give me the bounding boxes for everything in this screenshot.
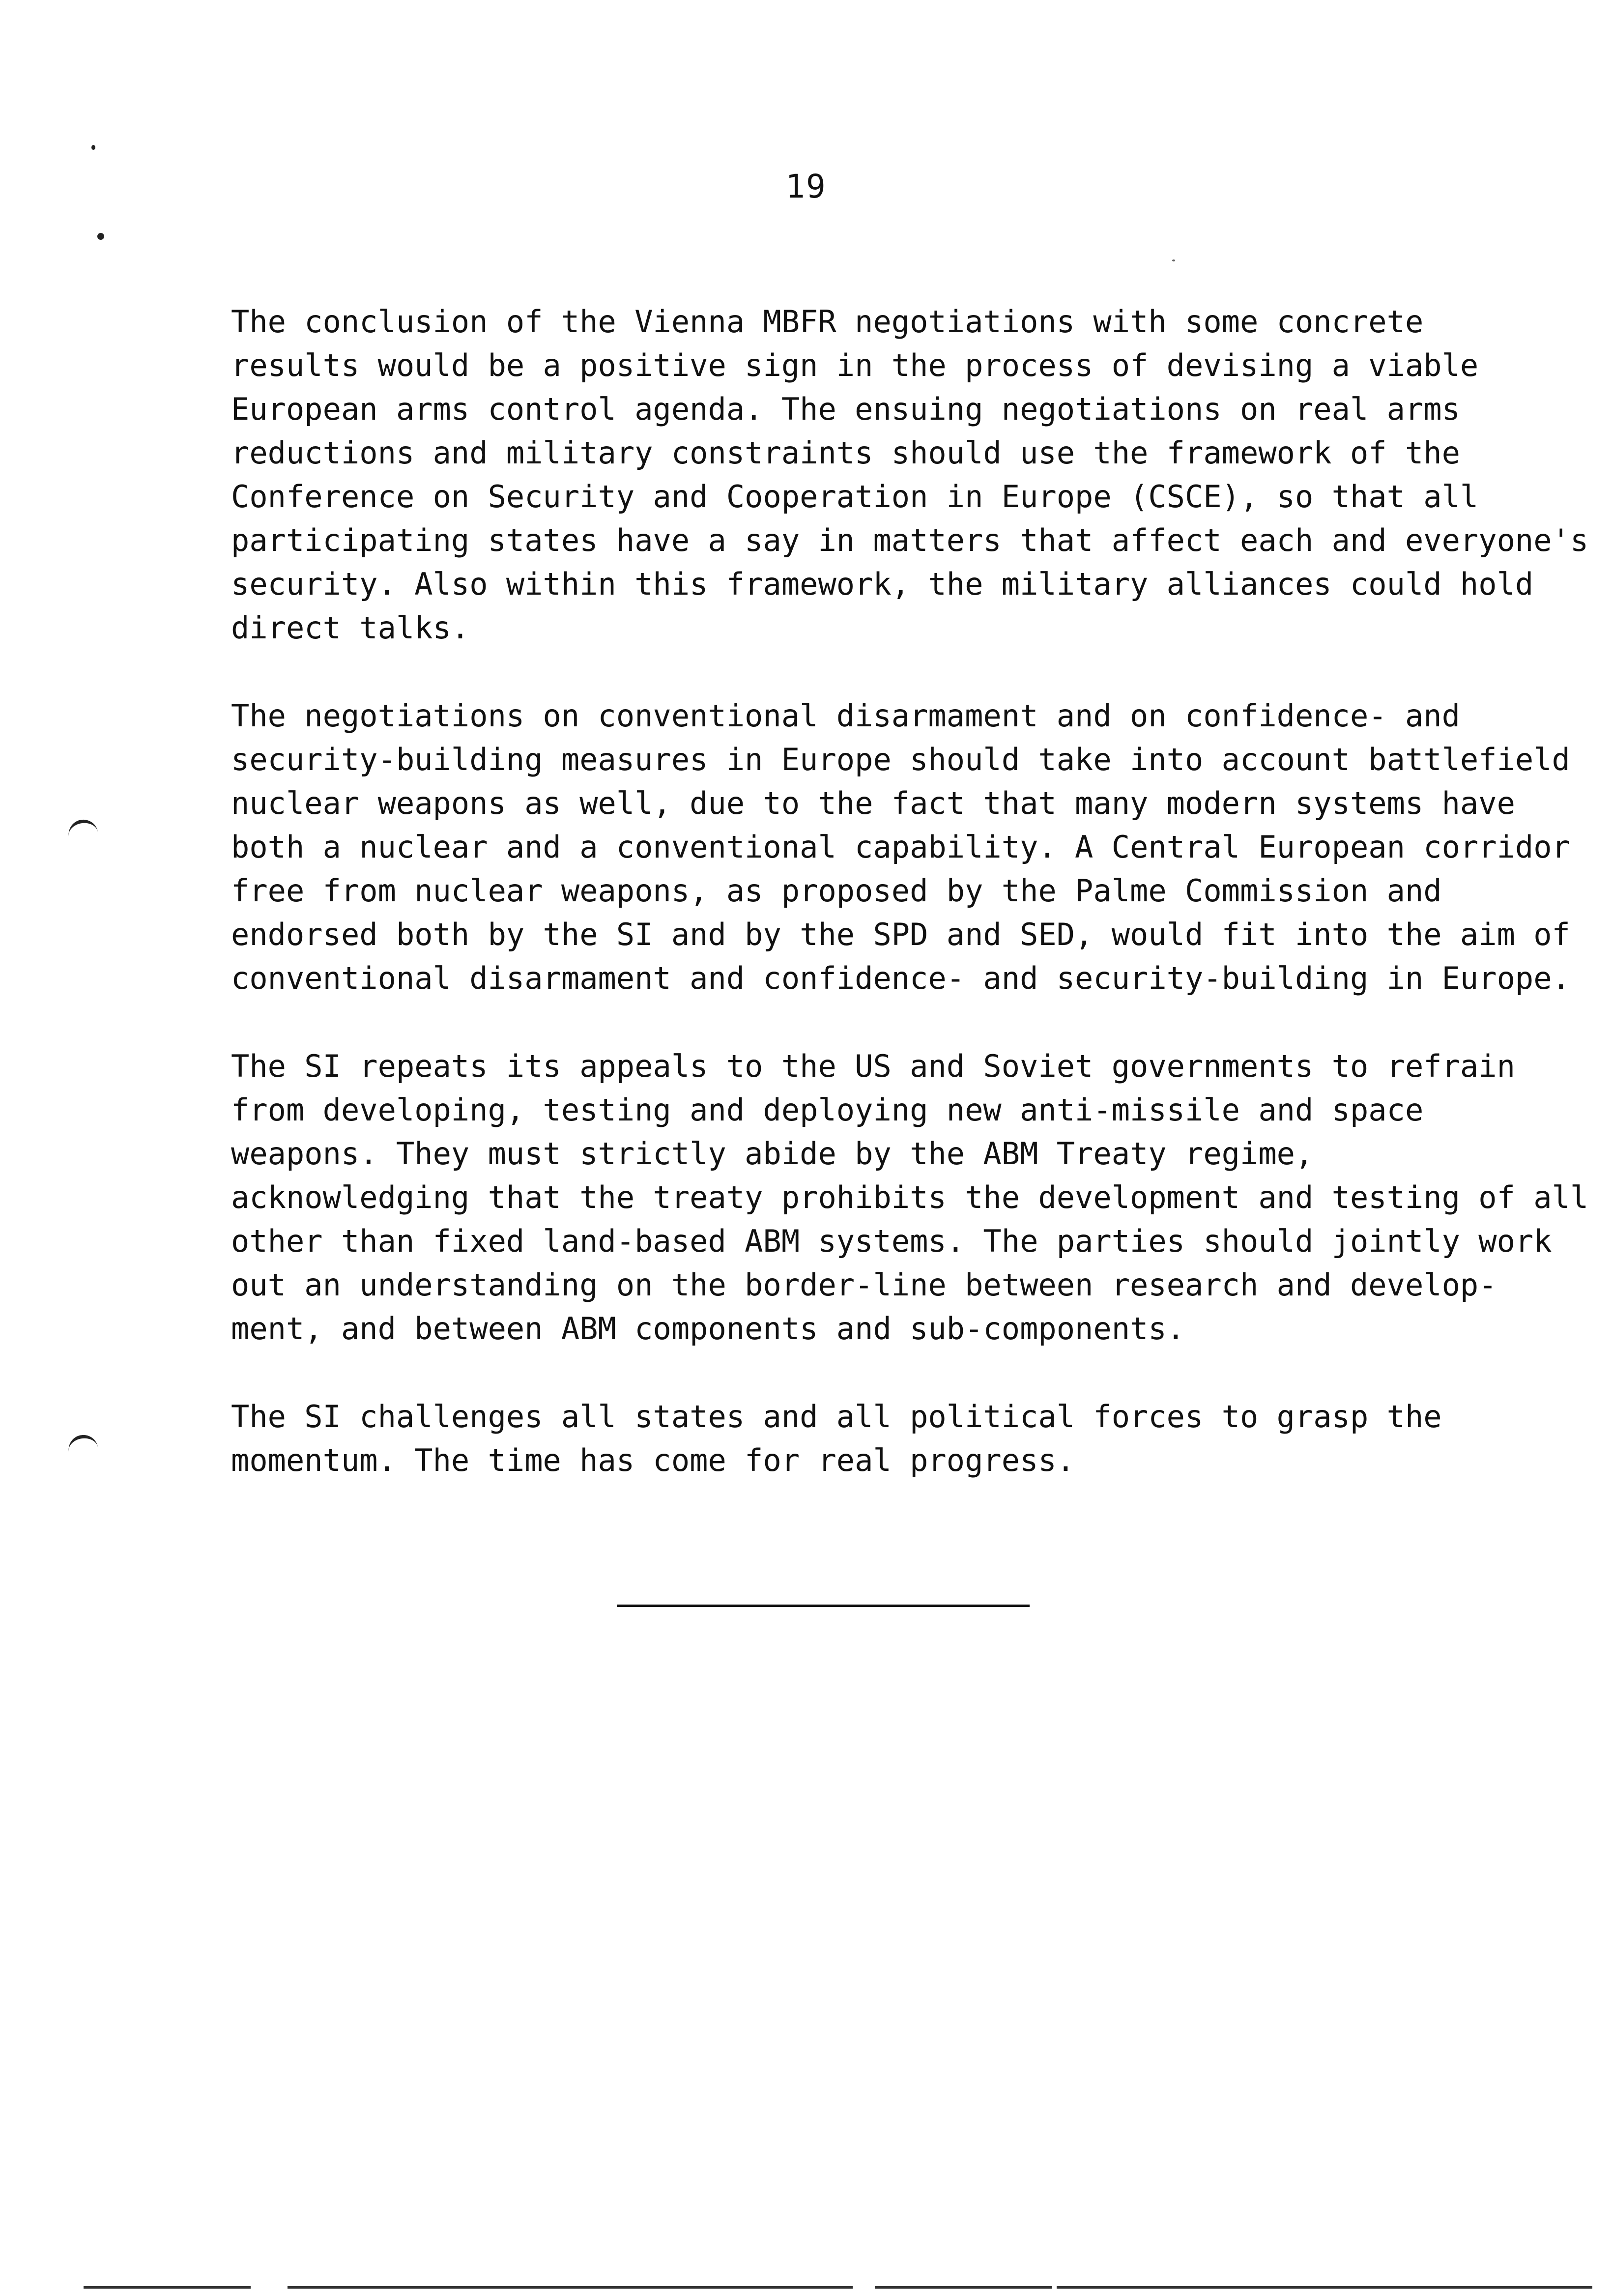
scan-speck xyxy=(97,233,104,240)
text-line: out an understanding on the border-line between research and develop- xyxy=(231,1267,1497,1303)
text-line: conventional disarmament and confidence- and security-building in Europe. xyxy=(231,960,1570,996)
text-line: ment, and between ABM components and sub-components. xyxy=(231,1311,1185,1347)
text-line: The negotiations on conventional disarmament and on confidence- and xyxy=(231,698,1460,734)
end-of-text-rule xyxy=(617,1605,1030,1607)
text-line: direct talks. xyxy=(231,610,470,646)
scan-speck xyxy=(1172,259,1175,261)
scan-edge-line xyxy=(875,2286,1052,2289)
scan-edge-line xyxy=(84,2286,251,2289)
body-text xyxy=(231,300,1589,1526)
text-line: acknowledging that the treaty prohibits the development and testing of all xyxy=(231,1179,1589,1215)
scan-mark xyxy=(67,1433,99,1455)
scan-mark xyxy=(67,818,99,840)
paragraph-real-progress xyxy=(231,1395,1442,1482)
text-line: nuclear weapons as well, due to the fact that many modern systems have xyxy=(231,785,1515,821)
text-line: reductions and military constraints should use the framework of the xyxy=(231,435,1460,471)
text-line: both a nuclear and a conventional capability. A Central European corridor xyxy=(231,829,1570,865)
text-line: European arms control agenda. The ensuing negotiations on real arms xyxy=(231,391,1460,427)
text-line: results would be a positive sign in the process of devising a viable xyxy=(231,347,1479,383)
text-line: free from nuclear weapons, as proposed by the Palme Commission and xyxy=(231,873,1442,909)
scan-edge-line xyxy=(1057,2286,1592,2289)
text-line: endorsed both by the SI and by the SPD and SED, would fit into the aim of xyxy=(231,917,1570,952)
text-line: The conclusion of the Vienna MBFR negotiations with some concrete xyxy=(231,304,1424,340)
text-line: security-building measures in Europe should take into account battlefield xyxy=(231,742,1570,777)
text-line: participating states have a say in matters that affect each and everyone's xyxy=(231,522,1589,558)
text-line: weapons. They must strictly abide by the ABM Treaty regime, xyxy=(231,1136,1314,1172)
scan-speck xyxy=(91,145,95,150)
paragraph-abm-treaty xyxy=(231,1044,1589,1350)
paragraph-conventional-disarmament xyxy=(231,694,1570,1000)
text-line: The SI repeats its appeals to the US and Soviet governments to refrain xyxy=(231,1048,1515,1084)
text-line: from developing, testing and deploying new anti-missile and space xyxy=(231,1092,1424,1128)
text-line: Conference on Security and Cooperation in Europe (CSCE), so that all xyxy=(231,479,1479,515)
text-line: momentum. The time has come for real progress. xyxy=(231,1442,1075,1478)
page-number: 19 xyxy=(785,168,827,205)
text-line: The SI challenges all states and all political forces to grasp the xyxy=(231,1399,1442,1435)
scan-edge-line xyxy=(288,2286,853,2289)
text-line: security. Also within this framework, the military alliances could hold xyxy=(231,566,1534,602)
paragraph-mbfr-negotiations xyxy=(231,300,1589,650)
text-line: other than fixed land-based ABM systems. The parties should jointly work xyxy=(231,1223,1552,1259)
